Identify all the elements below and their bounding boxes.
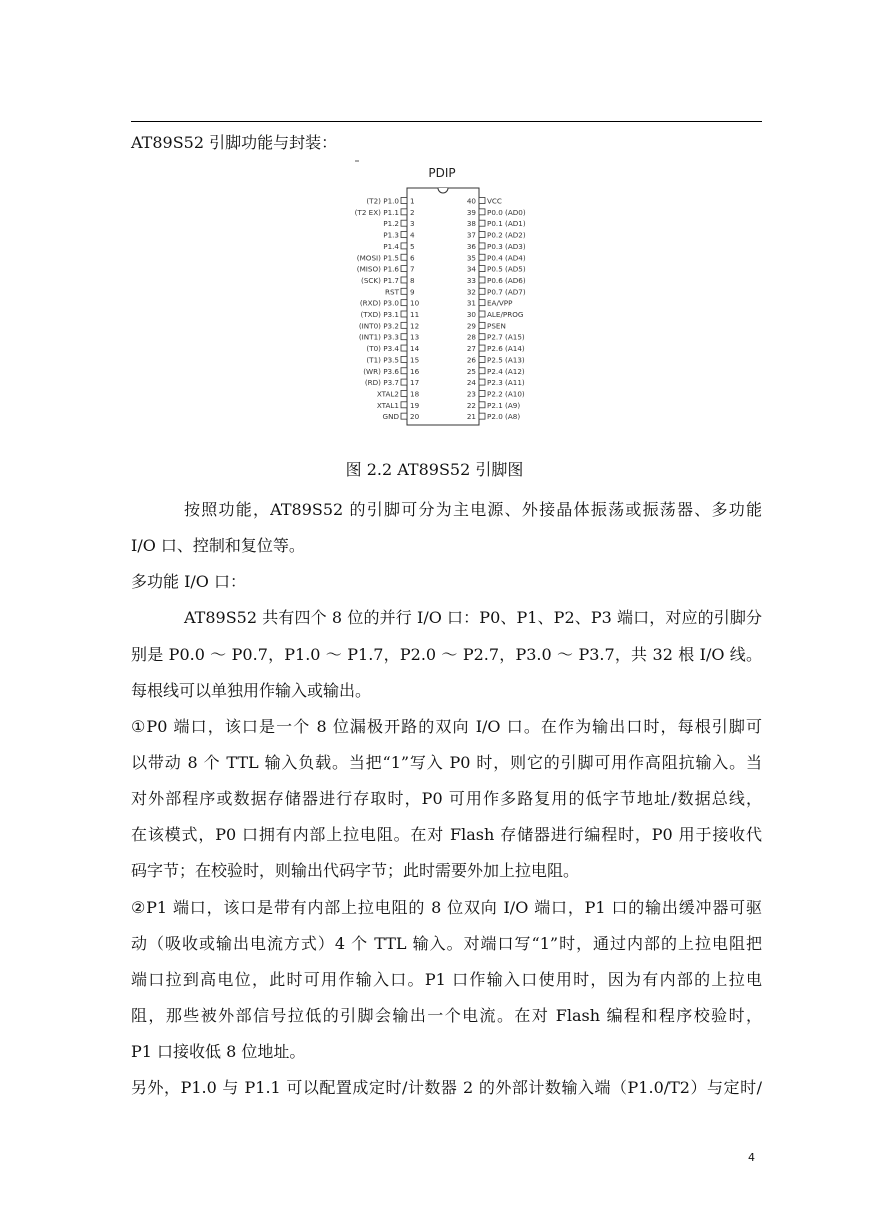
pin-right	[479, 198, 485, 204]
pin-number: 26	[466, 355, 476, 365]
pin-right	[479, 334, 485, 340]
pin-label: PSEN	[487, 321, 506, 331]
pin-number: 2	[410, 207, 415, 217]
pin-number: 4	[410, 230, 415, 240]
pin-label: (T1) P3.5	[366, 355, 399, 365]
pin-label: ALE/PROG	[487, 310, 524, 319]
pin-number: 30	[466, 310, 476, 319]
pin-right	[479, 311, 485, 317]
pin-right	[479, 402, 485, 408]
pin-number: 14	[410, 344, 420, 354]
pin-left	[401, 356, 407, 362]
pin-right	[479, 300, 485, 306]
pin-number: 36	[466, 241, 476, 251]
pin-label: (MOSI) P1.5	[356, 253, 399, 263]
pin-label: XTAL2	[376, 389, 399, 399]
paragraph-line: 每根线可以单独用作输入或输出。	[131, 681, 372, 700]
pin-left	[401, 390, 407, 396]
pin-right	[479, 232, 485, 238]
pin-number: 11	[410, 310, 420, 319]
pin-left	[401, 379, 407, 385]
pin-left	[401, 243, 407, 249]
pin-label: P2.2 (A10)	[487, 389, 525, 399]
pin-number: 29	[466, 321, 476, 331]
paragraph-line: 阻，那些被外部信号拉低的引脚会输出一个电流。在对 Flash 编程和程序校验时，	[131, 1006, 762, 1025]
subheading: 多功能 I/O 口：	[131, 572, 247, 591]
pin-left	[401, 209, 407, 215]
pin-number: 37	[466, 230, 476, 240]
pin-number: 5	[410, 241, 415, 251]
pin-number: 23	[466, 389, 476, 399]
pin-right	[479, 345, 485, 351]
pin-label: (TXD) P3.1	[360, 310, 399, 319]
pin-number: 39	[466, 207, 476, 217]
pin-left	[401, 334, 407, 340]
pin-label: P2.3 (A11)	[487, 378, 525, 388]
pin-right	[479, 266, 485, 272]
paragraph-line: ①P0 端口，该口是一个 8 位漏极开路的双向 I/O 口。在作为输出口时，每根引脚可	[131, 717, 762, 736]
pin-number: 17	[410, 378, 420, 388]
pin-number: 25	[466, 366, 476, 376]
pin-label: RST	[385, 287, 399, 297]
pin-right	[479, 220, 485, 226]
pin-number: 19	[410, 400, 420, 410]
pin-right	[479, 254, 485, 260]
pin-label: P1.2	[383, 219, 399, 229]
pin1-notch	[438, 188, 448, 193]
pin-left	[401, 232, 407, 238]
pin-label: (INT0) P3.2	[358, 321, 399, 331]
pinout-diagram	[335, 160, 550, 430]
pin-number: 33	[466, 275, 476, 285]
pin-number: 16	[410, 366, 420, 376]
pin-label: P1.4	[383, 241, 399, 251]
paragraph-line: I/O 口、控制和复位等。	[131, 536, 305, 555]
pin-label: P0.6 (AD6)	[487, 275, 526, 285]
pin-number: 10	[410, 298, 420, 308]
pin-left	[401, 368, 407, 374]
pin-left	[401, 402, 407, 408]
pin-label: (T2 EX) P1.1	[354, 207, 399, 217]
pin-number: 27	[466, 344, 476, 354]
paragraph-line: P1 口接收低 8 位地址。	[131, 1042, 306, 1061]
pin-right	[479, 277, 485, 283]
pin-label: P0.2 (AD2)	[487, 230, 526, 240]
pin-label: VCC	[487, 196, 502, 206]
paragraph-line: 别是 P0.0 ～ P0.7，P1.0 ～ P1.7，P2.0 ～ P2.7，P3.0 ～ P3.7，共 32 根 I/O 线。	[131, 645, 762, 664]
section-title: AT89S52 引脚功能与封装：	[131, 133, 338, 152]
pin-label: P2.6 (A14)	[487, 344, 525, 354]
pin-number: 15	[410, 355, 420, 365]
paragraph-line: 动（吸收或输出电流方式）4 个 TTL 输入。对端口写“1”时，通过内部的上拉电阻把	[131, 934, 762, 953]
figure-caption: 图 2.2 AT89S52 引脚图	[345, 460, 524, 479]
pin-right	[479, 209, 485, 215]
pin-number: 22	[466, 400, 476, 410]
pin-number: 38	[466, 219, 476, 229]
pin-label: P0.3 (AD3)	[487, 241, 526, 251]
pin-left	[401, 322, 407, 328]
header-rule	[131, 121, 762, 122]
pin-left	[401, 277, 407, 283]
paragraph-line: 另外，P1.0 与 P1.1 可以配置成定时/计数器 2 的外部计数输入端（P1.0/T2）与定时/	[131, 1078, 762, 1097]
pin-label: XTAL1	[376, 400, 399, 410]
paragraph-line: AT89S52 共有四个 8 位的并行 I/O 口：P0、P1、P2、P3 端口，对应的引脚分	[184, 608, 762, 627]
pin-label: (RD) P3.7	[364, 378, 399, 388]
pin-left	[401, 300, 407, 306]
pin-label: P0.4 (AD4)	[487, 253, 526, 263]
pin-left	[401, 220, 407, 226]
pin-label: (T0) P3.4	[366, 344, 399, 354]
pin-right	[479, 322, 485, 328]
pin-label: P0.1 (AD1)	[487, 219, 526, 229]
pin-left	[401, 311, 407, 317]
pin-right	[479, 356, 485, 362]
paragraph-line: ②P1 端口，该口是带有内部上拉电阻的 8 位双向 I/O 端口，P1 口的输出缓冲器可驱	[131, 898, 762, 917]
pin-right	[479, 413, 485, 419]
pin-right	[479, 243, 485, 249]
paragraph-line: 按照功能，AT89S52 的引脚可分为主电源、外接晶体振荡或振荡器、多功能	[184, 500, 762, 519]
pin-number: 1	[410, 196, 415, 206]
pin-right	[479, 390, 485, 396]
pin-number: 24	[466, 378, 476, 388]
pin-label: (INT1) P3.3	[358, 332, 399, 342]
page-number: 4	[748, 1151, 755, 1164]
pin-label: (T2) P1.0	[366, 196, 399, 206]
pin-label: P0.5 (AD5)	[487, 264, 526, 274]
pin-number: 18	[410, 389, 420, 399]
pin-left	[401, 345, 407, 351]
pin-number: 7	[410, 264, 415, 274]
pin-right	[479, 379, 485, 385]
pin-left	[401, 266, 407, 272]
package-label: PDIP	[428, 166, 456, 180]
pin-label: P2.5 (A13)	[487, 355, 525, 365]
paragraph-line: 以带动 8 个 TTL 输入负载。当把“1”写入 P0 时，则它的引脚可用作高阻抗输入。当	[131, 753, 762, 772]
paragraph-line: 端口拉到高电位，此时可用作输入口。P1 口作输入口使用时，因为有内部的上拉电	[131, 970, 762, 989]
pin-number: 8	[410, 275, 415, 285]
paragraph-line: 在该模式，P0 口拥有内部上拉电阻。在对 Flash 存储器进行编程时，P0 用于接收代	[131, 825, 762, 844]
pin-label: P2.4 (A12)	[487, 366, 525, 376]
pin-label: P0.0 (AD0)	[487, 207, 526, 217]
pin-number: 34	[466, 264, 476, 274]
pin-number: 13	[410, 332, 420, 342]
pin-number: 35	[466, 253, 476, 263]
pin-number: 3	[410, 219, 415, 229]
pin-number: 12	[410, 321, 420, 331]
pin-label: P2.1 (A9)	[487, 400, 521, 410]
paragraph-line: 码字节；在校验时，则输出代码字节；此时需要外加上拉电阻。	[131, 861, 580, 880]
pin-right	[479, 288, 485, 294]
pin-number: 32	[466, 287, 476, 297]
pin-label: (WR) P3.6	[363, 366, 399, 376]
pin-number: 31	[466, 298, 476, 308]
pin-left	[401, 413, 407, 419]
pin-left	[401, 254, 407, 260]
pin-label: (MISO) P1.6	[356, 264, 399, 274]
pin-left	[401, 198, 407, 204]
pin-label: P2.0 (A8)	[487, 412, 521, 422]
pin-number: 21	[466, 412, 476, 422]
pin-label: P1.3	[383, 230, 399, 240]
pin-number: 40	[466, 196, 476, 206]
pin-label: (RXD) P3.0	[359, 298, 399, 308]
pin-label: EA/VPP	[487, 298, 513, 308]
pin-number: 9	[410, 287, 415, 297]
pin-left	[401, 288, 407, 294]
pin-number: 28	[466, 332, 476, 342]
pin-number: 6	[410, 253, 415, 263]
pin-label: (SCK) P1.7	[361, 275, 399, 285]
pin-number: 20	[410, 412, 420, 422]
paragraph-line: 对外部程序或数据存储器进行存取时，P0 可用作多路复用的低字节地址/数据总线，	[131, 789, 762, 808]
pin-right	[479, 368, 485, 374]
pin-label: P2.7 (A15)	[487, 332, 525, 342]
pin-label: GND	[382, 412, 399, 422]
pin-label: P0.7 (AD7)	[487, 287, 526, 297]
